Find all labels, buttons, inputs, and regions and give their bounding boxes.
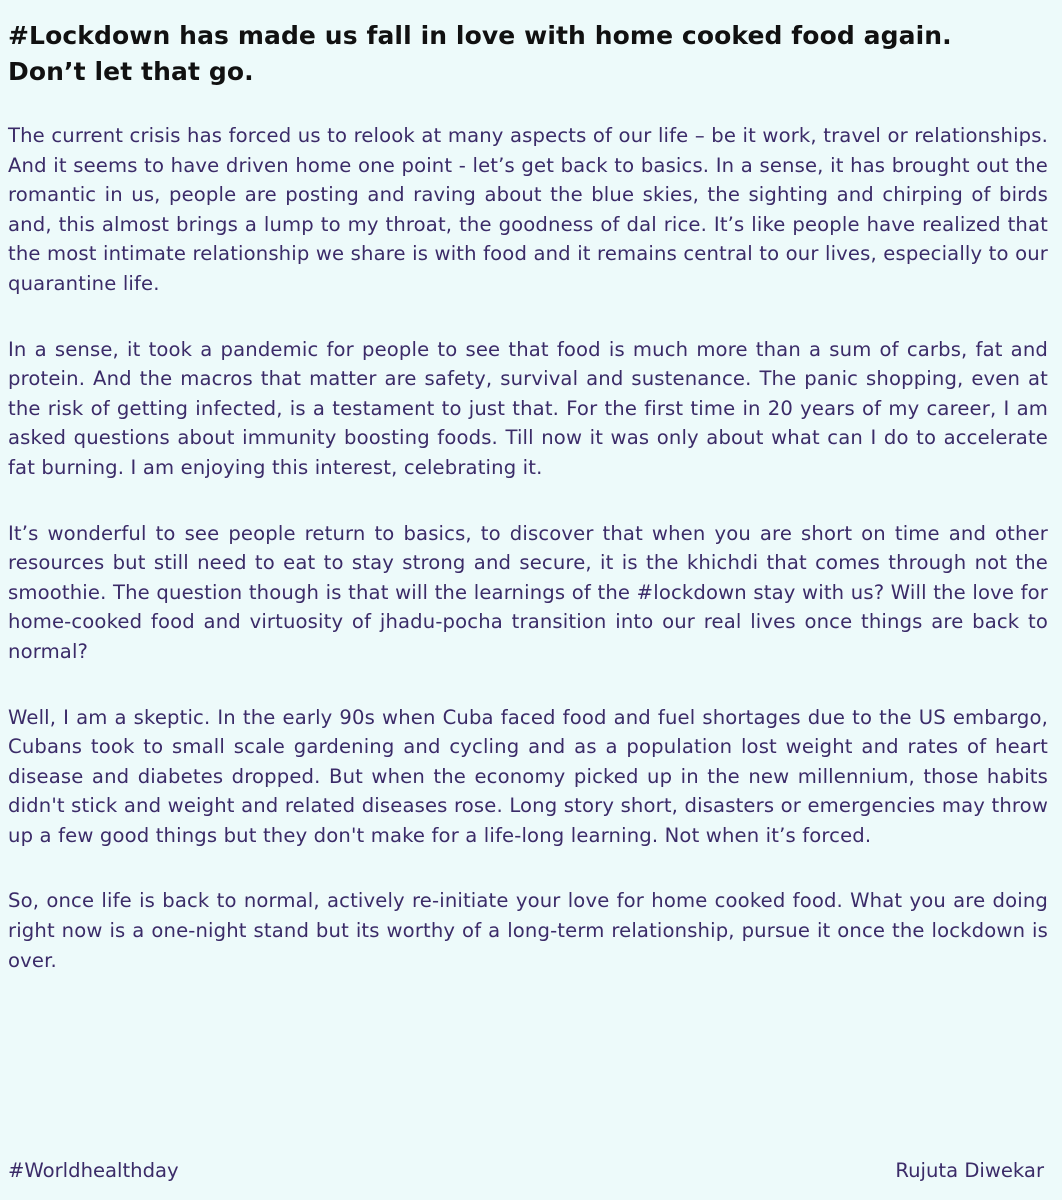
paragraph-5: So, once life is back to normal, actively re-initiate your love for home cooked food. What you are doing right now is a one-night stand but its worthy of a long-term relationship, pursue it once the lockdown is over. [8,889,1048,972]
paragraph-3: It’s wonderful to see people return to basics, to discover that when you are short on time and other resources but still need to eat to stay strong and secure, it is the khichdi that comes through not the smoothie. The question though is that will the learnings of the #lockdown stay with us? Will the love for home-cooked food and virtuosity of jhadu-pocha transition into our real lives once things are back to normal? [8,521,1048,663]
article-title [8,18,1048,90]
paragraph-1: The current crisis has forced us to relook at many aspects of our life – be it work, travel or relationships. And it seems to have driven home one point - let’s get back to basics. In a sense, it has brought out the romantic in us, people are posting and raving about the blue skies, the sighting and chirping of birds and, this almost brings a lump to my throat, the goodness of dal rice. It’s like people have realized that the most intimate relationship we share is with food and it remains central to our lives, especially to our quarantine life. [8,124,1048,295]
article-title-line-1: #Lockdown has made us fall in love with home cooked food again. [8,21,952,50]
article-body [8,121,1048,975]
hashtag: #Worldhealthday [8,1159,179,1182]
author-name: Rujuta Diwekar [895,1159,1044,1182]
article-footer [8,1158,1046,1184]
paragraph-4: Well, I am a skeptic. In the early 90s when Cuba faced food and fuel shortages due to the US embargo, Cubans took to small scale gardening and cycling and as a population lost weight and rates of heart disease and diabetes dropped. But when the economy picked up in the new millennium, those habits didn't stick and weight and related diseases rose. Long story short, disasters or emergencies may throw up a few good things but they don't make for a life-long learning. Not when it’s forced. [8,705,1048,847]
article-title-line-2: Don’t let that go. [8,57,254,86]
paragraph-2: In a sense, it took a pandemic for people to see that food is much more than a sum of carbs, fat and protein. And the macros that matter are safety, survival and sustenance. The panic shopping, even at the risk of getting infected, is a testament to just that. For the first time in 20 years of my career, I am asked questions about immunity boosting foods. Till now it was only about what can I do to accelerate fat burning. I am enjoying this interest, celebrating it. [8,337,1048,479]
